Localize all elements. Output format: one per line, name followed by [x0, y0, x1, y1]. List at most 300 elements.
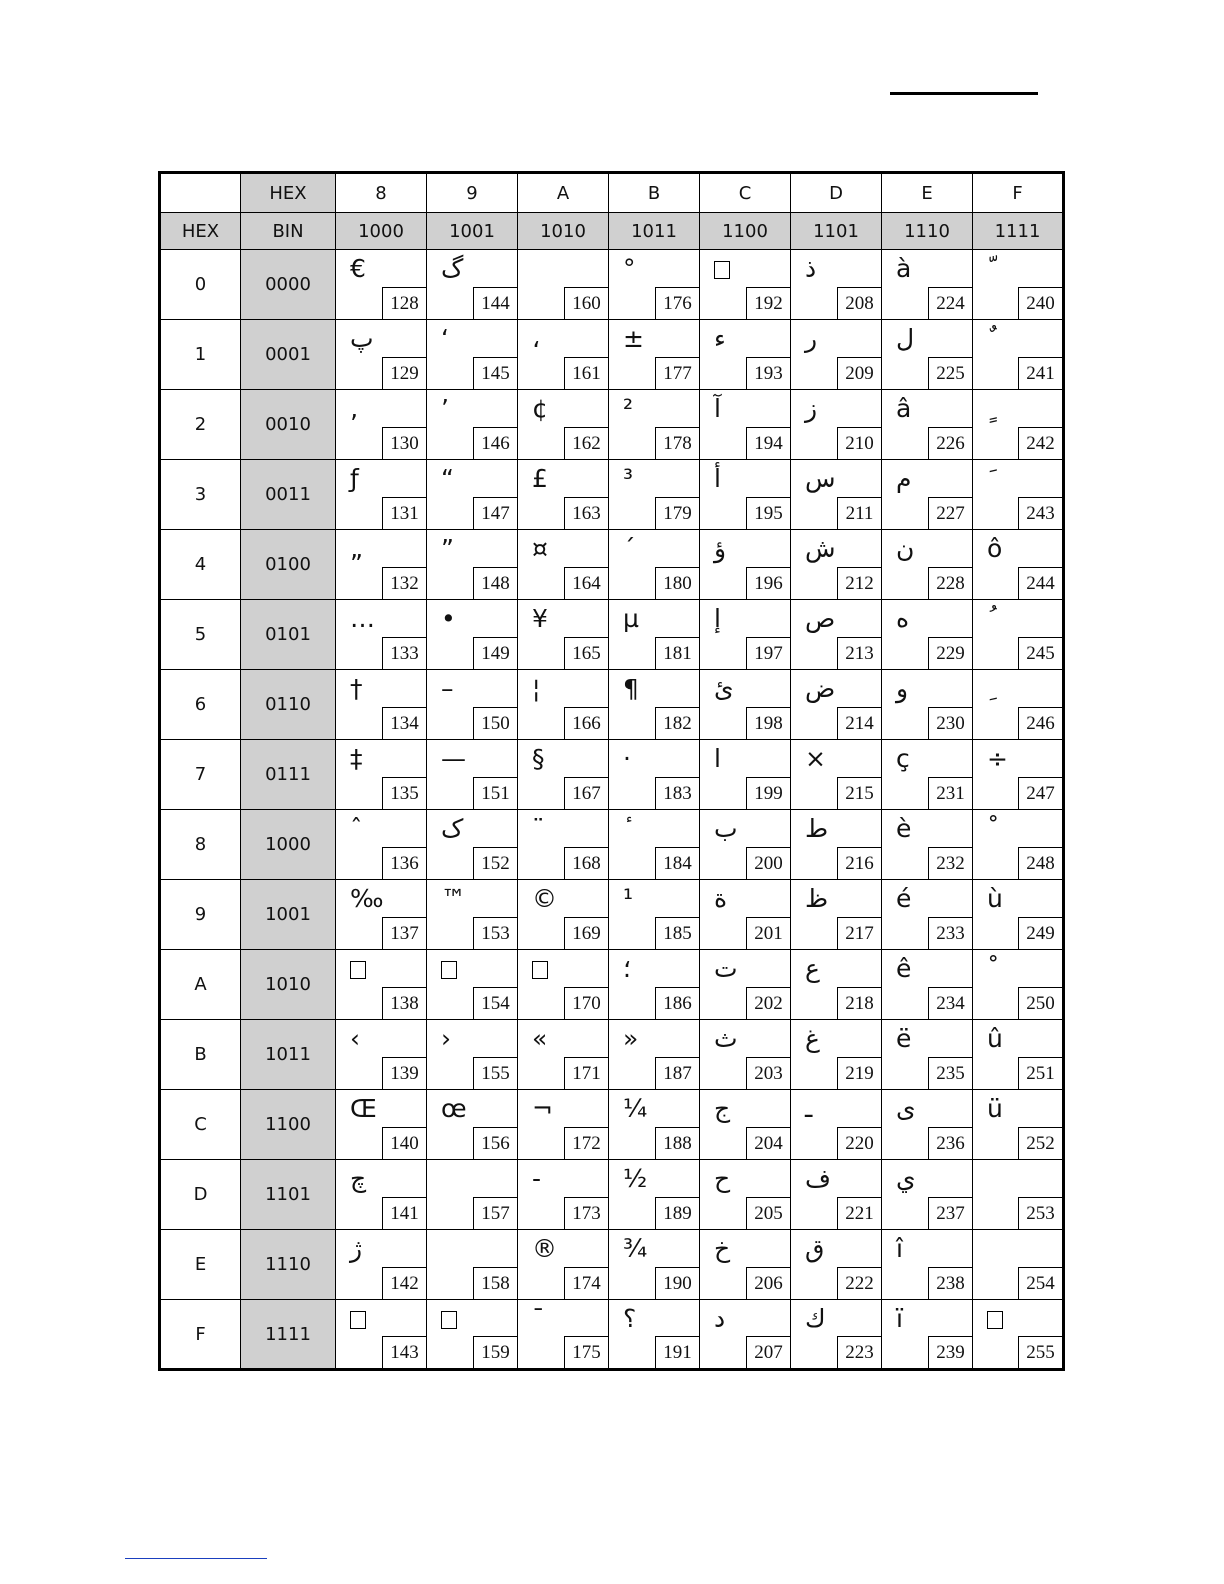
char-cell [700, 670, 791, 740]
col-bin-a: 1010 [518, 213, 609, 250]
char-cell [518, 1300, 609, 1370]
top-rule [890, 92, 1038, 95]
char-glyph: ¤ [532, 534, 548, 563]
char-glyph: « [532, 1024, 548, 1053]
decimal-code: 153 [473, 917, 517, 949]
char-cell [336, 810, 427, 880]
empty-box-icon [441, 961, 457, 979]
char-cell [700, 1230, 791, 1300]
decimal-code: 241 [1018, 357, 1062, 389]
char-glyph: ك [805, 1304, 826, 1333]
char-glyph: £ [532, 464, 548, 493]
decimal-code: 179 [655, 497, 699, 529]
decimal-code: 168 [564, 847, 608, 879]
char-glyph: ¢ [532, 394, 548, 423]
decimal-code: 253 [1018, 1197, 1062, 1229]
row-bin: 0001 [241, 320, 336, 390]
decimal-code: 128 [382, 287, 426, 319]
row-bin: 1010 [241, 950, 336, 1020]
char-glyph: à [896, 254, 912, 283]
char-cell [791, 250, 882, 320]
char-glyph: ° [623, 254, 636, 283]
table-row [160, 1090, 1064, 1160]
decimal-code: 199 [746, 777, 790, 809]
decimal-code: 248 [1018, 847, 1062, 879]
char-glyph: ‹ [350, 1024, 360, 1053]
char-cell [609, 460, 700, 530]
char-cell [336, 740, 427, 810]
row-hex: 5 [160, 600, 241, 670]
decimal-code: 182 [655, 707, 699, 739]
char-glyph: ç [896, 744, 910, 773]
row-hex: E [160, 1230, 241, 1300]
char-cell [427, 250, 518, 320]
row-hex: 4 [160, 530, 241, 600]
char-cell [336, 390, 427, 460]
table-row [160, 950, 1064, 1020]
char-cell [700, 390, 791, 460]
char-cell [973, 530, 1064, 600]
char-glyph: † [350, 674, 363, 703]
char-glyph: ب [714, 814, 738, 843]
char-glyph: م [896, 464, 912, 493]
char-cell [882, 880, 973, 950]
row-hex: 2 [160, 390, 241, 460]
char-cell [427, 740, 518, 810]
char-glyph: ƒ [350, 464, 359, 493]
char-glyph: ء [714, 324, 726, 353]
decimal-code: 131 [382, 497, 426, 529]
decimal-code: 181 [655, 637, 699, 669]
decimal-code: 217 [837, 917, 881, 949]
char-cell [700, 1160, 791, 1230]
decimal-code: 152 [473, 847, 517, 879]
char-cell [518, 670, 609, 740]
decimal-code: 234 [928, 987, 972, 1019]
char-glyph: و [896, 674, 909, 703]
char-glyph: پ [350, 324, 374, 353]
char-cell [973, 950, 1064, 1020]
char-glyph: • [441, 604, 456, 633]
table-body [160, 173, 1064, 1370]
table-row [160, 390, 1064, 460]
char-cell [882, 1300, 973, 1370]
char-cell [791, 530, 882, 600]
decimal-code: 185 [655, 917, 699, 949]
char-cell [973, 460, 1064, 530]
char-glyph: ر [805, 324, 818, 353]
decimal-code: 169 [564, 917, 608, 949]
char-glyph: … [350, 604, 375, 633]
decimal-code: 200 [746, 847, 790, 879]
corner-cell [160, 173, 241, 213]
table-row [160, 1020, 1064, 1090]
decimal-code: 223 [837, 1336, 881, 1368]
char-glyph: ص [805, 604, 836, 633]
decimal-code: 252 [1018, 1127, 1062, 1159]
decimal-code: 133 [382, 637, 426, 669]
char-cell [700, 600, 791, 670]
row-hex: A [160, 950, 241, 1020]
char-glyph: × [805, 744, 826, 773]
char-cell [427, 950, 518, 1020]
char-cell [609, 1300, 700, 1370]
char-glyph: ù [987, 884, 1003, 913]
decimal-code: 130 [382, 427, 426, 459]
decimal-code: 151 [473, 777, 517, 809]
char-glyph: § [532, 744, 545, 773]
decimal-code: 229 [928, 637, 972, 669]
char-glyph: أ [714, 464, 721, 493]
char-glyph: ز [805, 394, 818, 423]
col-hex-f: F [973, 173, 1064, 213]
char-glyph: ا [714, 744, 721, 773]
table-row [160, 460, 1064, 530]
char-glyph: ؤ [714, 534, 727, 563]
decimal-code: 190 [655, 1267, 699, 1299]
char-glyph: ½ [623, 1164, 648, 1193]
col-hex-e: E [882, 173, 973, 213]
decimal-code: 224 [928, 287, 972, 319]
char-glyph: ة [714, 884, 728, 913]
char-glyph: – [441, 674, 454, 703]
decimal-code: 216 [837, 847, 881, 879]
char-glyph: ‰ [350, 884, 384, 913]
decimal-code: 192 [746, 287, 790, 319]
decimal-code: 144 [473, 287, 517, 319]
char-cell [427, 530, 518, 600]
decimal-code: 213 [837, 637, 881, 669]
char-glyph: ê [896, 954, 912, 983]
decimal-code: 222 [837, 1267, 881, 1299]
char-glyph: ´ [623, 534, 636, 563]
char-glyph: ® [532, 1234, 557, 1263]
char-glyph: ‘ [441, 324, 449, 353]
row-hex: 1 [160, 320, 241, 390]
char-glyph: © [532, 884, 557, 913]
decimal-code: 158 [473, 1267, 517, 1299]
char-cell [609, 880, 700, 950]
char-cell [882, 390, 973, 460]
char-cell [427, 880, 518, 950]
undefined-glyph-box-icon [441, 954, 457, 986]
char-cell [609, 390, 700, 460]
char-glyph: ض [805, 674, 836, 703]
char-glyph: ô [987, 534, 1003, 563]
undefined-glyph-box-icon [714, 254, 730, 286]
char-glyph: ف [805, 1164, 831, 1193]
char-glyph: آ [714, 394, 721, 423]
char-glyph: œ [441, 1094, 467, 1123]
char-cell [609, 670, 700, 740]
decimal-code: 226 [928, 427, 972, 459]
char-cell [882, 1090, 973, 1160]
char-cell [973, 810, 1064, 880]
char-glyph: ‡ [350, 744, 363, 773]
char-glyph: â [896, 394, 912, 423]
char-glyph: ط [805, 814, 829, 843]
decimal-code: 245 [1018, 637, 1062, 669]
decimal-code: 136 [382, 847, 426, 879]
decimal-code: 202 [746, 987, 790, 1019]
char-cell [609, 530, 700, 600]
char-cell [336, 1160, 427, 1230]
char-cell [518, 740, 609, 810]
decimal-code: 243 [1018, 497, 1062, 529]
table-row [160, 250, 1064, 320]
decimal-code: 189 [655, 1197, 699, 1229]
char-cell [427, 1230, 518, 1300]
decimal-code: 211 [837, 497, 881, 529]
undefined-glyph-box-icon [350, 954, 366, 986]
char-glyph: µ [623, 604, 639, 633]
char-cell [336, 670, 427, 740]
row-hex: 7 [160, 740, 241, 810]
decimal-code: 195 [746, 497, 790, 529]
char-cell [791, 810, 882, 880]
decimal-code: 204 [746, 1127, 790, 1159]
char-glyph: ¹ [623, 884, 634, 913]
row-bin: 0101 [241, 600, 336, 670]
decimal-code: 250 [1018, 987, 1062, 1019]
decimal-code: 142 [382, 1267, 426, 1299]
char-cell [973, 390, 1064, 460]
char-cell [336, 600, 427, 670]
char-glyph: ؛ [623, 954, 631, 983]
decimal-code: 209 [837, 357, 881, 389]
char-cell [518, 810, 609, 880]
header-row-hex [160, 173, 1064, 213]
char-glyph: ذ [805, 254, 817, 283]
char-glyph: ï [896, 1304, 903, 1333]
decimal-code: 212 [837, 567, 881, 599]
decimal-code: 176 [655, 287, 699, 319]
decimal-code: 240 [1018, 287, 1062, 319]
char-cell [518, 530, 609, 600]
char-cell [609, 740, 700, 810]
char-cell [791, 880, 882, 950]
decimal-code: 188 [655, 1127, 699, 1159]
decimal-code: 219 [837, 1057, 881, 1089]
char-glyph: é [896, 884, 912, 913]
char-glyph: » [623, 1024, 639, 1053]
char-cell [791, 950, 882, 1020]
decimal-code: 154 [473, 987, 517, 1019]
char-cell [791, 1160, 882, 1230]
char-glyph: گ [441, 254, 464, 283]
decimal-code: 247 [1018, 777, 1062, 809]
char-cell [336, 320, 427, 390]
char-cell [973, 320, 1064, 390]
decimal-code: 193 [746, 357, 790, 389]
char-cell [882, 810, 973, 880]
char-cell [791, 320, 882, 390]
char-glyph: ± [623, 324, 644, 353]
char-glyph: ² [623, 394, 634, 423]
char-cell [882, 740, 973, 810]
char-cell [882, 530, 973, 600]
empty-box-icon [441, 1311, 457, 1329]
char-glyph: غ [805, 1024, 820, 1053]
table-row [160, 880, 1064, 950]
decimal-code: 227 [928, 497, 972, 529]
char-cell [518, 320, 609, 390]
table-row [160, 810, 1064, 880]
char-cell [700, 530, 791, 600]
decimal-code: 220 [837, 1127, 881, 1159]
char-glyph: ئ [714, 674, 734, 703]
char-cell [791, 1090, 882, 1160]
table-row [160, 1300, 1064, 1370]
col-bin-e: 1110 [882, 213, 973, 250]
row-bin: 0011 [241, 460, 336, 530]
row-bin: 0111 [241, 740, 336, 810]
header-row-bin [160, 213, 1064, 250]
decimal-code: 141 [382, 1197, 426, 1229]
char-cell [336, 1300, 427, 1370]
undefined-glyph-box-icon [350, 1304, 366, 1336]
decimal-code: 155 [473, 1057, 517, 1089]
char-glyph: ¦ [532, 674, 541, 703]
char-cell [609, 950, 700, 1020]
char-glyph: Œ [350, 1094, 377, 1123]
char-cell [973, 880, 1064, 950]
char-cell [609, 1090, 700, 1160]
table-row [160, 600, 1064, 670]
empty-box-icon [532, 961, 548, 979]
char-glyph: û [987, 1024, 1003, 1053]
char-glyph: ¬ [532, 1094, 553, 1123]
char-cell [700, 1300, 791, 1370]
char-cell [973, 1300, 1064, 1370]
decimal-code: 177 [655, 357, 699, 389]
decimal-code: 255 [1018, 1336, 1062, 1368]
row-bin: 0110 [241, 670, 336, 740]
decimal-code: 244 [1018, 567, 1062, 599]
decimal-code: 228 [928, 567, 972, 599]
decimal-code: 246 [1018, 707, 1062, 739]
char-cell [336, 460, 427, 530]
row-hex: D [160, 1160, 241, 1230]
code-page-table [158, 171, 1065, 1371]
char-cell [427, 810, 518, 880]
decimal-code: 132 [382, 567, 426, 599]
char-cell [609, 250, 700, 320]
char-glyph: ™ [441, 884, 466, 913]
col-hex-d: D [791, 173, 882, 213]
char-glyph: ‚ [350, 394, 358, 423]
decimal-code: 138 [382, 987, 426, 1019]
decimal-code: 230 [928, 707, 972, 739]
decimal-code: 210 [837, 427, 881, 459]
bin-label: BIN [241, 213, 336, 250]
char-cell [882, 670, 973, 740]
char-cell [973, 250, 1064, 320]
char-glyph: î [896, 1234, 903, 1263]
char-cell [427, 1300, 518, 1370]
row-bin: 1111 [241, 1300, 336, 1370]
decimal-code: 150 [473, 707, 517, 739]
char-glyph: ³ [623, 464, 634, 493]
decimal-code: 170 [564, 987, 608, 1019]
decimal-code: 236 [928, 1127, 972, 1159]
char-glyph: ÷ [987, 744, 1008, 773]
decimal-code: 175 [564, 1336, 608, 1368]
char-glyph: ، [532, 324, 541, 353]
char-cell [336, 1020, 427, 1090]
char-cell [427, 1090, 518, 1160]
row-bin: 1100 [241, 1090, 336, 1160]
row-hex: F [160, 1300, 241, 1370]
col-bin-f: 1111 [973, 213, 1064, 250]
row-bin: 1110 [241, 1230, 336, 1300]
char-glyph: ظ [805, 884, 829, 913]
char-glyph: ه [896, 604, 910, 633]
char-glyph: - [532, 1164, 542, 1193]
col-hex-8: 8 [336, 173, 427, 213]
char-glyph: ؟ [623, 1304, 637, 1333]
row-hex: 3 [160, 460, 241, 530]
char-glyph: › [441, 1024, 451, 1053]
char-cell [791, 1230, 882, 1300]
decimal-code: 242 [1018, 427, 1062, 459]
row-bin: 1101 [241, 1160, 336, 1230]
char-glyph: è [896, 814, 912, 843]
char-glyph: € [350, 254, 366, 283]
char-cell [336, 530, 427, 600]
hex-label-row: HEX [160, 213, 241, 250]
row-bin: 0010 [241, 390, 336, 460]
char-cell [700, 950, 791, 1020]
char-glyph: إ [714, 604, 721, 633]
decimal-code: 197 [746, 637, 790, 669]
char-cell [882, 1020, 973, 1090]
char-cell [882, 320, 973, 390]
row-hex: C [160, 1090, 241, 1160]
decimal-code: 171 [564, 1057, 608, 1089]
row-bin: 1000 [241, 810, 336, 880]
col-bin-8: 1000 [336, 213, 427, 250]
col-bin-9: 1001 [427, 213, 518, 250]
col-hex-c: C [700, 173, 791, 213]
empty-box-icon [350, 1311, 366, 1329]
col-hex-b: B [609, 173, 700, 213]
char-glyph: ë [896, 1024, 912, 1053]
char-cell [518, 600, 609, 670]
char-glyph: ث [714, 1024, 738, 1053]
decimal-code: 159 [473, 1336, 517, 1368]
char-glyph: “ [441, 464, 454, 493]
table-row [160, 1230, 1064, 1300]
char-cell [882, 600, 973, 670]
decimal-code: 235 [928, 1057, 972, 1089]
char-glyph: ت [714, 954, 738, 983]
char-cell [882, 460, 973, 530]
decimal-code: 186 [655, 987, 699, 1019]
decimal-code: 201 [746, 917, 790, 949]
table-row [160, 1160, 1064, 1230]
decimal-code: 180 [655, 567, 699, 599]
decimal-code: 221 [837, 1197, 881, 1229]
decimal-code: 207 [746, 1336, 790, 1368]
decimal-code: 215 [837, 777, 881, 809]
char-glyph: ¾ [623, 1234, 648, 1263]
decimal-code: 149 [473, 637, 517, 669]
row-hex: B [160, 1020, 241, 1090]
char-cell [427, 460, 518, 530]
col-bin-c: 1100 [700, 213, 791, 250]
decimal-code: 161 [564, 357, 608, 389]
